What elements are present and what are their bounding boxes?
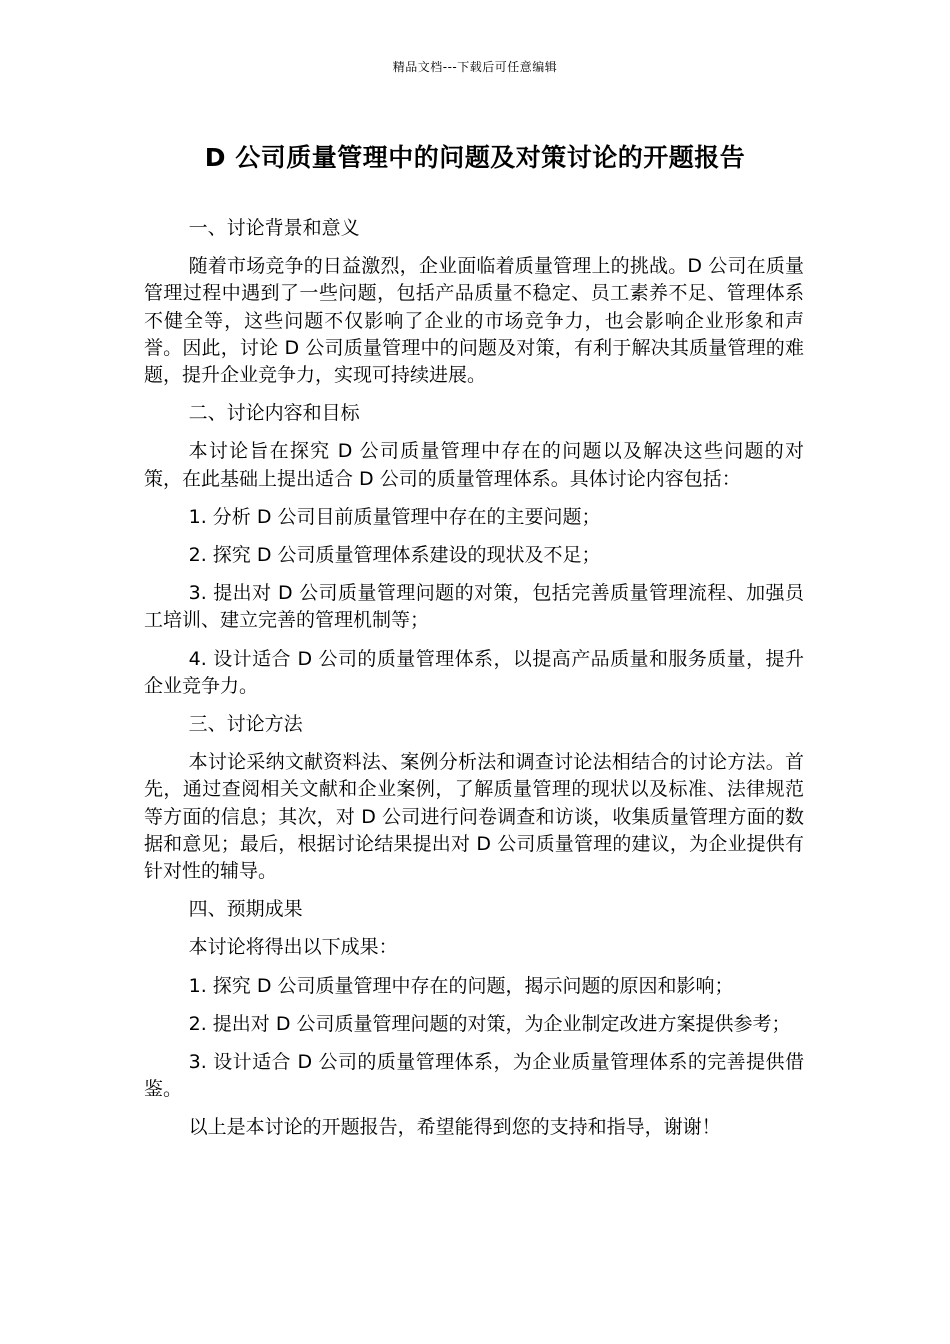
list-item-results-2: 2. 提出对 D 公司质量管理问题的对策，为企业制定改进方案提供参考； bbox=[188, 1012, 791, 1035]
closing-paragraph: 以上是本讨论的开题报告，希望能得到您的支持和指导，谢谢！ bbox=[188, 1116, 721, 1139]
section-heading-content-goals: 二、讨论内容和目标 bbox=[188, 402, 360, 425]
section-heading-methods: 三、讨论方法 bbox=[188, 713, 303, 736]
paragraph-expected-results: 本讨论将得出以下成果： bbox=[188, 936, 398, 959]
list-item-results-3: 3. 设计适合 D 公司的质量管理体系，为企业质量管理体系的完善提供借鉴。 bbox=[144, 1051, 804, 1101]
paragraph-content-goals: 本讨论旨在探究 D 公司质量管理中存在的问题以及解决这些问题的对策，在此基础上提出适合 D 公司的质量管理体系。具体讨论内容包括： bbox=[144, 440, 804, 490]
list-item-results-1: 1. 探究 D 公司质量管理中存在的问题，揭示问题的原因和影响； bbox=[188, 974, 734, 997]
header-note: 精品文档---下载后可任意编辑 bbox=[392, 60, 558, 74]
section-heading-expected-results: 四、预期成果 bbox=[188, 898, 303, 921]
paragraph-methods: 本讨论采纳文献资料法、案例分析法和调查讨论法相结合的讨论方法。首先，通过查阅相关文献和企业案例，了解质量管理的现状以及标准、法律规范等方面的信息；其次，对 D 公司进行问卷调查和访谈，收集质量管理方面的数据和意见；最后，根据讨论结果提出对 D 公司质量管理的建议，为企业提供有针对性的辅导。 bbox=[144, 751, 804, 883]
list-item-content-2: 2. 探究 D 公司质量管理体系建设的现状及不足； bbox=[188, 544, 601, 567]
list-item-content-3: 3. 提出对 D 公司质量管理问题的对策，包括完善质量管理流程、加强员工培训、建立完善的管理机制等； bbox=[144, 582, 804, 632]
section-heading-background: 一、讨论背景和意义 bbox=[188, 217, 360, 239]
list-item-content-1: 1. 分析 D 公司目前质量管理中存在的主要问题； bbox=[188, 505, 601, 528]
document-title: D 公司质量管理中的问题及对策讨论的开题报告 bbox=[204, 143, 746, 172]
paragraph-background: 随着市场竞争的日益激烈，企业面临着质量管理上的挑战。D 公司在质量管理过程中遇到了一些问题，包括产品质量不稳定、员工素养不足、管理体系不健全等，这些问题不仅影响了企业的市场竞争力，也会影响企业形象和声誉。因此，讨论 D 公司质量管理中的问题及对策，有利于解决其质量管理的难题，提升企业竞争力，实现可持续进展。 bbox=[144, 255, 804, 387]
list-item-content-4: 4. 设计适合 D 公司的质量管理体系，以提高产品质量和服务质量，提升企业竞争力。 bbox=[144, 647, 804, 697]
document-body bbox=[144, 215, 804, 1153]
